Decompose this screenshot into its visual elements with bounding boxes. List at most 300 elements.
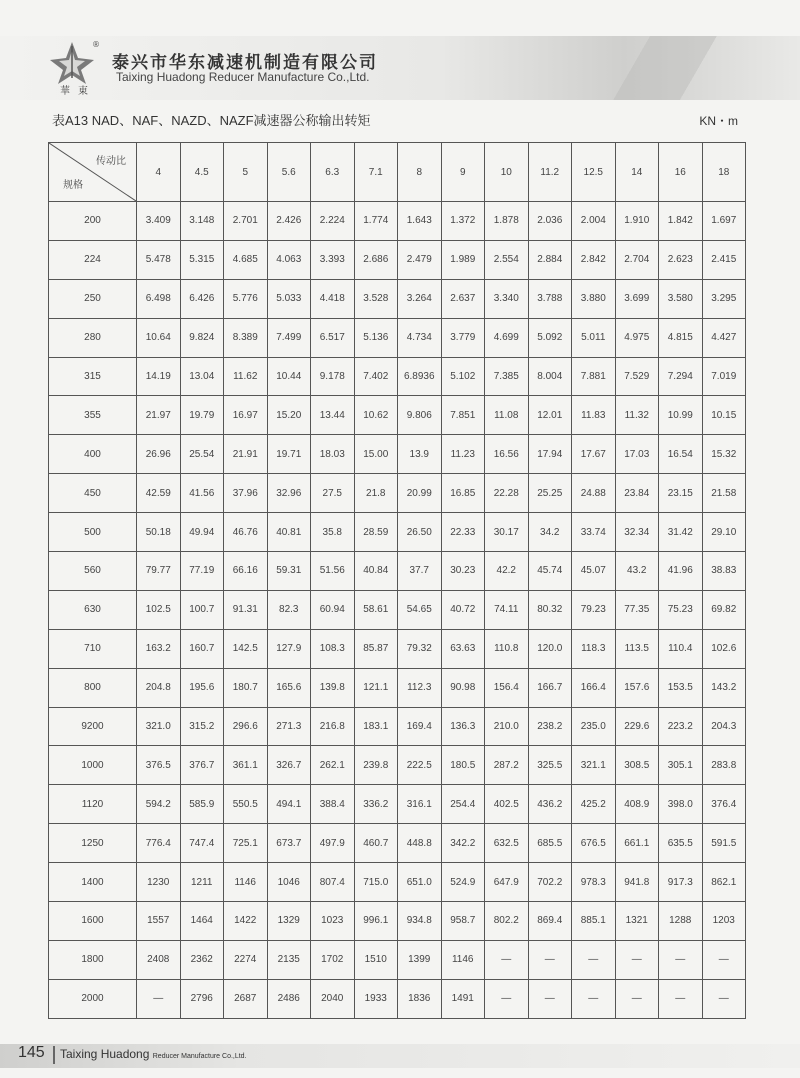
torque-cell: — (572, 940, 616, 979)
size-cell: 710 (49, 629, 137, 668)
torque-cell: 494.1 (267, 785, 311, 824)
torque-cell: 1230 (137, 863, 181, 902)
torque-cell: 43.2 (615, 552, 659, 591)
torque-cell: 3.340 (485, 279, 529, 318)
torque-cell: 2408 (137, 940, 181, 979)
torque-cell: 42.59 (137, 474, 181, 513)
torque-cell: 661.1 (615, 824, 659, 863)
torque-cell: 1321 (615, 902, 659, 941)
torque-cell: 448.8 (398, 824, 442, 863)
torque-cell: 41.56 (180, 474, 224, 513)
torque-cell: 160.7 (180, 629, 224, 668)
torque-cell: 120.0 (528, 629, 572, 668)
torque-cell: 6.517 (311, 318, 355, 357)
torque-cell: 1046 (267, 863, 311, 902)
torque-cell: 3.880 (572, 279, 616, 318)
torque-cell: 45.07 (572, 552, 616, 591)
torque-cell: 941.8 (615, 863, 659, 902)
torque-table (48, 142, 746, 1019)
torque-cell: 121.1 (354, 668, 398, 707)
torque-cell: 4.734 (398, 318, 442, 357)
table-row (49, 590, 746, 629)
torque-cell: 180.7 (224, 668, 268, 707)
torque-cell: 11.23 (441, 435, 485, 474)
size-cell: 280 (49, 318, 137, 357)
torque-cell: 287.2 (485, 746, 529, 785)
torque-cell: 58.61 (354, 590, 398, 629)
size-cell: 1250 (49, 824, 137, 863)
torque-cell: 2.426 (267, 202, 311, 241)
ratio-header: 16 (659, 143, 703, 202)
torque-cell: 10.15 (702, 396, 746, 435)
torque-cell: 2.004 (572, 202, 616, 241)
torque-cell: 2.842 (572, 240, 616, 279)
torque-cell: 647.9 (485, 863, 529, 902)
torque-cell: 74.11 (485, 590, 529, 629)
torque-cell: 676.5 (572, 824, 616, 863)
torque-cell: 8.004 (528, 357, 572, 396)
table-row (49, 435, 746, 474)
torque-cell: 102.6 (702, 629, 746, 668)
torque-cell: 204.3 (702, 707, 746, 746)
size-cell: 200 (49, 202, 137, 241)
torque-cell: 1.643 (398, 202, 442, 241)
torque-cell: 376.4 (702, 785, 746, 824)
torque-cell: — (702, 979, 746, 1018)
torque-cell: 10.62 (354, 396, 398, 435)
torque-cell: 54.65 (398, 590, 442, 629)
torque-cell: 550.5 (224, 785, 268, 824)
torque-cell: 9.806 (398, 396, 442, 435)
torque-cell: 336.2 (354, 785, 398, 824)
torque-cell: 51.56 (311, 552, 355, 591)
torque-cell: 13.44 (311, 396, 355, 435)
torque-cell: 1702 (311, 940, 355, 979)
torque-cell: 156.4 (485, 668, 529, 707)
registered-mark: ® (92, 40, 100, 49)
torque-cell: 82.3 (267, 590, 311, 629)
footer-company (60, 1047, 247, 1061)
torque-cell: 49.94 (180, 513, 224, 552)
size-cell: 500 (49, 513, 137, 552)
torque-cell: 24.88 (572, 474, 616, 513)
torque-cell: 2.884 (528, 240, 572, 279)
torque-cell: 1.910 (615, 202, 659, 241)
torque-cell: 7.881 (572, 357, 616, 396)
torque-cell: 591.5 (702, 824, 746, 863)
torque-cell: 15.00 (354, 435, 398, 474)
torque-cell: 4.815 (659, 318, 703, 357)
torque-cell: 7.499 (267, 318, 311, 357)
torque-cell: 35.8 (311, 513, 355, 552)
torque-cell: 15.32 (702, 435, 746, 474)
torque-cell: 673.7 (267, 824, 311, 863)
torque-cell: 79.77 (137, 552, 181, 591)
ratio-header: 6.3 (311, 143, 355, 202)
torque-cell: 5.092 (528, 318, 572, 357)
torque-cell: 210.0 (485, 707, 529, 746)
torque-cell: 6.426 (180, 279, 224, 318)
torque-cell: 2.036 (528, 202, 572, 241)
torque-cell: 1510 (354, 940, 398, 979)
torque-cell: 37.7 (398, 552, 442, 591)
size-cell: 560 (49, 552, 137, 591)
torque-cell: 7.529 (615, 357, 659, 396)
torque-cell: 2274 (224, 940, 268, 979)
size-cell: 1600 (49, 902, 137, 941)
torque-cell: 776.4 (137, 824, 181, 863)
torque-cell: 7.294 (659, 357, 703, 396)
torque-cell: 376.5 (137, 746, 181, 785)
torque-cell: 3.580 (659, 279, 703, 318)
table-row (49, 552, 746, 591)
torque-cell: 2.415 (702, 240, 746, 279)
torque-cell: 1.989 (441, 240, 485, 279)
torque-cell: 1399 (398, 940, 442, 979)
torque-cell: 26.50 (398, 513, 442, 552)
torque-cell: 16.56 (485, 435, 529, 474)
company-name-cn: 泰兴市华东减速机制造有限公司 (112, 53, 378, 73)
torque-cell: 3.788 (528, 279, 572, 318)
table-row (49, 863, 746, 902)
torque-cell: 632.5 (485, 824, 529, 863)
torque-cell: 7.402 (354, 357, 398, 396)
torque-cell: — (615, 940, 659, 979)
torque-cell: 19.79 (180, 396, 224, 435)
torque-cell: 3.528 (354, 279, 398, 318)
torque-cell: 13.04 (180, 357, 224, 396)
logo-text: 華東 (60, 86, 96, 97)
torque-cell: 725.1 (224, 824, 268, 863)
torque-cell: 17.03 (615, 435, 659, 474)
torque-cell: 142.5 (224, 629, 268, 668)
size-cell: 9200 (49, 707, 137, 746)
size-cell: 630 (49, 590, 137, 629)
size-cell: 450 (49, 474, 137, 513)
torque-cell: 1.372 (441, 202, 485, 241)
torque-cell: 40.84 (354, 552, 398, 591)
table-row (49, 279, 746, 318)
torque-cell: 460.7 (354, 824, 398, 863)
torque-cell: 41.96 (659, 552, 703, 591)
table-row (49, 240, 746, 279)
torque-cell: 361.1 (224, 746, 268, 785)
torque-cell: 16.54 (659, 435, 703, 474)
torque-cell: 747.4 (180, 824, 224, 863)
torque-cell: 102.5 (137, 590, 181, 629)
torque-cell: 15.20 (267, 396, 311, 435)
torque-cell: 2.623 (659, 240, 703, 279)
torque-cell: 1.878 (485, 202, 529, 241)
torque-cell: 316.1 (398, 785, 442, 824)
torque-cell: 321.0 (137, 707, 181, 746)
torque-cell: 143.2 (702, 668, 746, 707)
size-cell: 1000 (49, 746, 137, 785)
torque-cell: 169.4 (398, 707, 442, 746)
ratio-header: 7.1 (354, 143, 398, 202)
torque-cell: 2687 (224, 979, 268, 1018)
torque-cell: — (659, 979, 703, 1018)
torque-cell: 153.5 (659, 668, 703, 707)
torque-cell: 59.31 (267, 552, 311, 591)
torque-cell: 2135 (267, 940, 311, 979)
torque-cell: 296.6 (224, 707, 268, 746)
torque-cell: 14.19 (137, 357, 181, 396)
torque-cell: 594.2 (137, 785, 181, 824)
torque-cell: 33.74 (572, 513, 616, 552)
ratio-header: 5 (224, 143, 268, 202)
torque-cell: 11.32 (615, 396, 659, 435)
torque-cell: 685.5 (528, 824, 572, 863)
torque-cell: 157.6 (615, 668, 659, 707)
torque-cell: 16.85 (441, 474, 485, 513)
torque-cell: 2.701 (224, 202, 268, 241)
torque-cell: 222.5 (398, 746, 442, 785)
size-cell: 400 (49, 435, 137, 474)
torque-cell: 862.1 (702, 863, 746, 902)
torque-cell: 26.96 (137, 435, 181, 474)
torque-cell: 5.102 (441, 357, 485, 396)
table-row (49, 396, 746, 435)
torque-cell: 1.697 (702, 202, 746, 241)
torque-cell: 7.019 (702, 357, 746, 396)
torque-cell: 216.8 (311, 707, 355, 746)
torque-cell: 11.83 (572, 396, 616, 435)
torque-cell: 19.71 (267, 435, 311, 474)
ratio-header: 8 (398, 143, 442, 202)
torque-cell: 3.264 (398, 279, 442, 318)
torque-cell: 7.851 (441, 396, 485, 435)
torque-cell: 885.1 (572, 902, 616, 941)
ratio-header: 5.6 (267, 143, 311, 202)
torque-cell: 315.2 (180, 707, 224, 746)
torque-cell: 1422 (224, 902, 268, 941)
torque-cell: 2.479 (398, 240, 442, 279)
torque-cell: 2.704 (615, 240, 659, 279)
table-row (49, 357, 746, 396)
size-cell: 315 (49, 357, 137, 396)
torque-cell: 3.699 (615, 279, 659, 318)
torque-cell: 45.74 (528, 552, 572, 591)
ratio-header: 4.5 (180, 143, 224, 202)
table-row (49, 707, 746, 746)
table-header-row (49, 143, 746, 202)
torque-cell: — (137, 979, 181, 1018)
table-row (49, 202, 746, 241)
torque-cell: 807.4 (311, 863, 355, 902)
torque-cell: 46.76 (224, 513, 268, 552)
torque-cell: 3.409 (137, 202, 181, 241)
torque-cell: 436.2 (528, 785, 572, 824)
torque-cell: 305.1 (659, 746, 703, 785)
torque-cell: 239.8 (354, 746, 398, 785)
torque-cell: 958.7 (441, 902, 485, 941)
ratio-header: 4 (137, 143, 181, 202)
corner-label-size: 规格 (63, 180, 83, 191)
torque-cell: 1288 (659, 902, 703, 941)
torque-cell: 223.2 (659, 707, 703, 746)
ratio-header: 9 (441, 143, 485, 202)
page-number: 145 (18, 1044, 45, 1061)
footer-company-bold: Taixing Huadong (60, 1047, 150, 1061)
torque-cell: 11.08 (485, 396, 529, 435)
torque-cell: 5.776 (224, 279, 268, 318)
table-row (49, 785, 746, 824)
torque-cell: 28.59 (354, 513, 398, 552)
torque-cell: 1023 (311, 902, 355, 941)
torque-cell: 75.23 (659, 590, 703, 629)
torque-cell: 869.4 (528, 902, 572, 941)
torque-cell: 651.0 (398, 863, 442, 902)
torque-cell: 3.393 (311, 240, 355, 279)
torque-cell: 118.3 (572, 629, 616, 668)
ratio-header: 10 (485, 143, 529, 202)
torque-cell: 524.9 (441, 863, 485, 902)
torque-cell: 32.34 (615, 513, 659, 552)
torque-cell: 934.8 (398, 902, 442, 941)
torque-cell: 77.35 (615, 590, 659, 629)
torque-cell: 585.9 (180, 785, 224, 824)
torque-cell: 321.1 (572, 746, 616, 785)
torque-cell: 21.8 (354, 474, 398, 513)
footer-company-small: Reducer Manufacture Co.,Ltd. (152, 1053, 247, 1060)
torque-cell: 715.0 (354, 863, 398, 902)
torque-cell: 163.2 (137, 629, 181, 668)
ratio-header: 18 (702, 143, 746, 202)
torque-cell: 60.94 (311, 590, 355, 629)
table-unit: KN・m (699, 114, 738, 128)
torque-cell: — (572, 979, 616, 1018)
torque-cell: 30.17 (485, 513, 529, 552)
torque-cell: 10.44 (267, 357, 311, 396)
torque-cell: 165.6 (267, 668, 311, 707)
size-cell: 224 (49, 240, 137, 279)
table-row (49, 318, 746, 357)
torque-cell: 4.427 (702, 318, 746, 357)
ratio-header: 14 (615, 143, 659, 202)
torque-cell: 113.5 (615, 629, 659, 668)
torque-cell: 166.4 (572, 668, 616, 707)
torque-cell: 13.9 (398, 435, 442, 474)
torque-cell: 21.91 (224, 435, 268, 474)
size-cell: 800 (49, 668, 137, 707)
torque-cell: 1491 (441, 979, 485, 1018)
torque-cell: 110.8 (485, 629, 529, 668)
torque-cell: 254.4 (441, 785, 485, 824)
torque-cell: 6.498 (137, 279, 181, 318)
torque-cell: 5.136 (354, 318, 398, 357)
torque-cell: 1.774 (354, 202, 398, 241)
torque-cell: 12.01 (528, 396, 572, 435)
torque-cell: 25.25 (528, 474, 572, 513)
torque-cell: 1329 (267, 902, 311, 941)
torque-cell: 29.10 (702, 513, 746, 552)
torque-cell: 1203 (702, 902, 746, 941)
table-row (49, 940, 746, 979)
torque-cell: 204.8 (137, 668, 181, 707)
torque-cell: 50.18 (137, 513, 181, 552)
torque-cell: 22.33 (441, 513, 485, 552)
torque-cell: — (528, 979, 572, 1018)
torque-cell: 1557 (137, 902, 181, 941)
torque-cell: 6.8936 (398, 357, 442, 396)
torque-cell: 1146 (441, 940, 485, 979)
torque-cell: 42.2 (485, 552, 529, 591)
torque-cell: 408.9 (615, 785, 659, 824)
torque-cell: 388.4 (311, 785, 355, 824)
torque-cell: 90.98 (441, 668, 485, 707)
torque-cell: 195.6 (180, 668, 224, 707)
torque-cell: 2362 (180, 940, 224, 979)
torque-cell: 2486 (267, 979, 311, 1018)
torque-cell: 4.975 (615, 318, 659, 357)
torque-cell: 69.82 (702, 590, 746, 629)
table-row (49, 629, 746, 668)
torque-cell: 271.3 (267, 707, 311, 746)
torque-cell: 10.64 (137, 318, 181, 357)
table-row (49, 474, 746, 513)
torque-cell: 31.42 (659, 513, 703, 552)
size-cell: 1400 (49, 863, 137, 902)
torque-cell: 127.9 (267, 629, 311, 668)
torque-cell: 7.385 (485, 357, 529, 396)
torque-cell: 996.1 (354, 902, 398, 941)
torque-cell: 308.5 (615, 746, 659, 785)
torque-cell: 326.7 (267, 746, 311, 785)
torque-cell: 2.637 (441, 279, 485, 318)
torque-cell: 16.97 (224, 396, 268, 435)
torque-cell: 136.3 (441, 707, 485, 746)
torque-cell: 17.67 (572, 435, 616, 474)
torque-cell: 183.1 (354, 707, 398, 746)
torque-cell: 1211 (180, 863, 224, 902)
torque-cell: 1.842 (659, 202, 703, 241)
torque-cell: 63.63 (441, 629, 485, 668)
torque-cell: 635.5 (659, 824, 703, 863)
torque-cell: 3.295 (702, 279, 746, 318)
torque-cell: 11.62 (224, 357, 268, 396)
ratio-header: 11.2 (528, 143, 572, 202)
table-row (49, 902, 746, 941)
torque-cell: 4.685 (224, 240, 268, 279)
torque-cell: 21.97 (137, 396, 181, 435)
torque-cell: 40.72 (441, 590, 485, 629)
torque-cell: 79.23 (572, 590, 616, 629)
torque-cell: — (485, 940, 529, 979)
torque-cell: 262.1 (311, 746, 355, 785)
torque-cell: 1933 (354, 979, 398, 1018)
table-body (49, 202, 746, 1019)
torque-cell: 85.87 (354, 629, 398, 668)
torque-cell: 38.83 (702, 552, 746, 591)
torque-cell: 229.6 (615, 707, 659, 746)
torque-cell: 978.3 (572, 863, 616, 902)
torque-cell: 27.5 (311, 474, 355, 513)
torque-cell: — (528, 940, 572, 979)
torque-cell: — (659, 940, 703, 979)
table-corner-cell (49, 143, 137, 202)
size-cell: 355 (49, 396, 137, 435)
torque-cell: 497.9 (311, 824, 355, 863)
torque-cell: 32.96 (267, 474, 311, 513)
size-cell: 2000 (49, 979, 137, 1018)
torque-cell: 2.686 (354, 240, 398, 279)
torque-cell: 23.84 (615, 474, 659, 513)
torque-cell: 8.389 (224, 318, 268, 357)
size-cell: 1800 (49, 940, 137, 979)
torque-cell: 342.2 (441, 824, 485, 863)
torque-cell: 5.011 (572, 318, 616, 357)
